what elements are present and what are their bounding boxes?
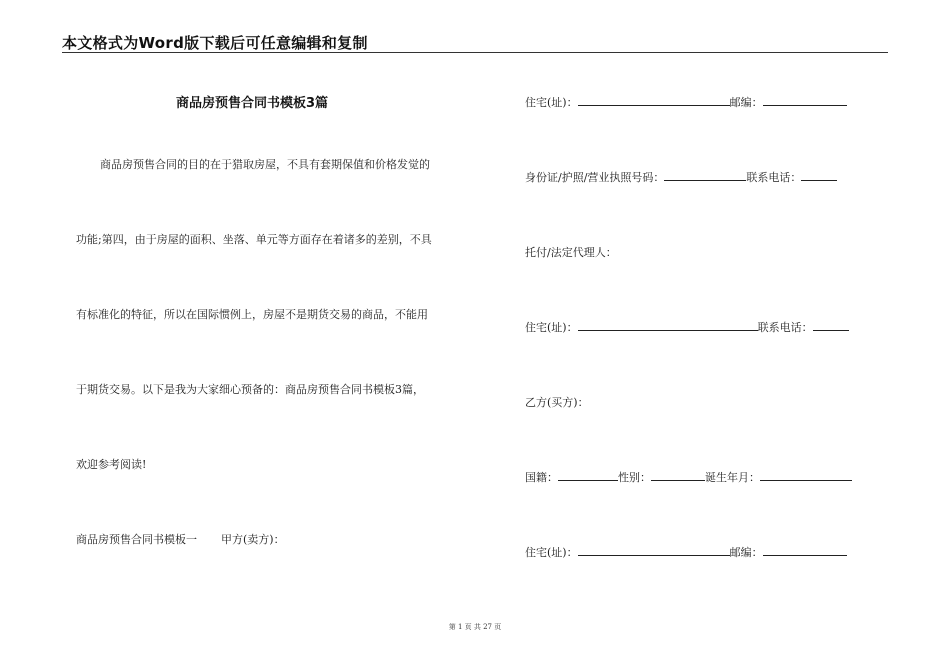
seller-label: 甲方(卖方)： bbox=[221, 533, 285, 546]
gender-label: 性别： bbox=[618, 471, 651, 484]
buyer-label: 乙方(买方)： bbox=[525, 396, 589, 409]
section-heading-line bbox=[76, 531, 285, 547]
page-number-footer: 第 1 页 共 27 页 bbox=[448, 623, 502, 631]
paragraph-line-5: 欢迎参考阅读! bbox=[76, 458, 147, 471]
phone-field-1[interactable] bbox=[801, 170, 837, 181]
word-format-banner: 本文格式为Word版下载后可任意编辑和复制 bbox=[62, 34, 368, 52]
agent-label: 托付/法定代理人： bbox=[525, 246, 617, 259]
residence-row-1 bbox=[525, 94, 847, 110]
id-label: 身份证/护照/营业执照号码： bbox=[525, 171, 665, 184]
postcode-field-3[interactable] bbox=[763, 545, 847, 556]
residence-label-1: 住宅(址)： bbox=[525, 96, 578, 109]
postcode-field-1[interactable] bbox=[763, 95, 847, 106]
document-title: 商品房预售合同书模板3篇 bbox=[176, 96, 329, 111]
header-divider bbox=[62, 52, 888, 53]
paragraph-line-4: 于期货交易。以下是我为大家细心预备的：商品房预售合同书模板3篇， bbox=[76, 383, 424, 396]
paragraph-line-1: 商品房预售合同的目的在于猎取房屋，不具有套期保值和价格发觉的 bbox=[100, 158, 430, 171]
nationality-field[interactable] bbox=[558, 470, 618, 481]
paragraph-line-2: 功能;第四，由于房屋的面积、坐落、单元等方面存在着诸多的差别，不具 bbox=[76, 233, 432, 246]
gender-field[interactable] bbox=[651, 470, 705, 481]
buyer-row bbox=[525, 394, 589, 410]
residence-field-1[interactable] bbox=[578, 95, 730, 106]
id-field[interactable] bbox=[664, 170, 746, 181]
phone-field-2[interactable] bbox=[813, 320, 849, 331]
residence-field-3[interactable] bbox=[578, 545, 730, 556]
section-heading: 商品房预售合同书模板一 bbox=[76, 533, 197, 546]
residence-row-3 bbox=[525, 544, 847, 560]
agent-row bbox=[525, 244, 617, 260]
phone-label-2: 联系电话： bbox=[757, 321, 813, 334]
postcode-label-1: 邮编： bbox=[729, 96, 763, 109]
residence-label-3: 住宅(址)： bbox=[525, 546, 578, 559]
residence-label-2: 住宅(址)： bbox=[525, 321, 578, 334]
residence-row-2 bbox=[525, 319, 849, 335]
phone-label-1: 联系电话： bbox=[746, 171, 802, 184]
nationality-label: 国籍： bbox=[525, 471, 558, 484]
residence-field-2[interactable] bbox=[578, 320, 758, 331]
personal-info-row bbox=[525, 469, 852, 485]
birth-label: 诞生年月： bbox=[705, 471, 760, 484]
birth-field[interactable] bbox=[760, 470, 852, 481]
paragraph-line-3: 有标准化的特征，所以在国际惯例上，房屋不是期货交易的商品，不能用 bbox=[76, 308, 428, 321]
id-row bbox=[525, 169, 837, 185]
postcode-label-3: 邮编： bbox=[729, 546, 763, 559]
